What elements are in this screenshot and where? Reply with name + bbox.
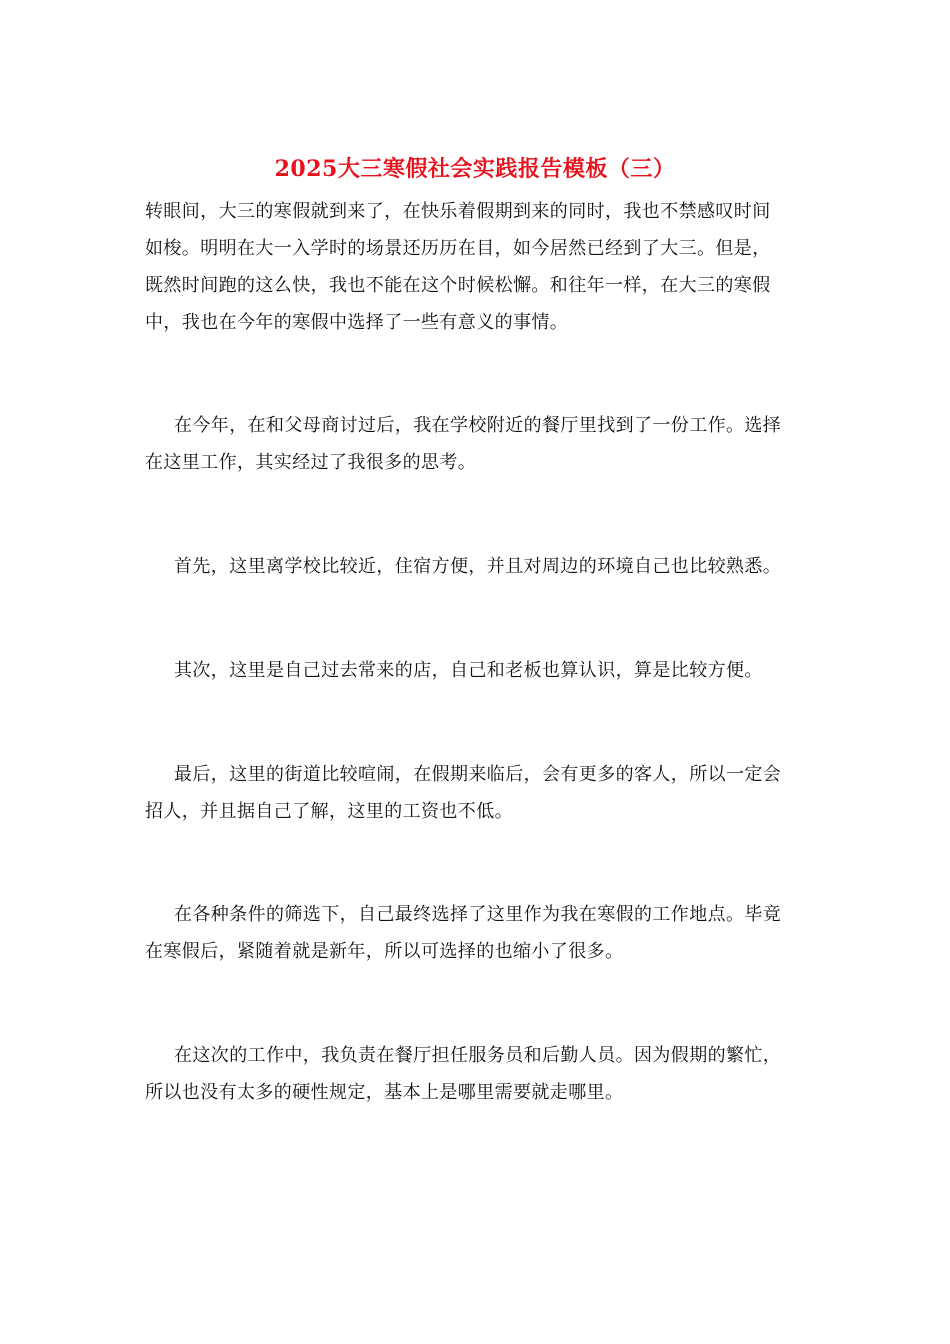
paragraph-line: 在这里工作，其实经过了我很多的思考。: [145, 452, 477, 473]
paragraph-line: 在寒假后，紧随着就是新年，所以可选择的也缩小了很多。: [145, 941, 624, 962]
paragraph-reason-last: [145, 756, 807, 830]
paragraph-line: 在这次的工作中，我负责在餐厅担任服务员和后勤人员。因为假期的繁忙，: [174, 1045, 782, 1066]
paragraph-line: 转眼间，大三的寒假就到来了，在快乐着假期到来的同时，我也不禁感叹时间: [145, 201, 771, 222]
paragraph-line: 招人，并且据自己了解，这里的工资也不低。: [145, 801, 513, 822]
paragraph-line: 其次，这里是自己过去常来的店，自己和老板也算认识，算是比较方便。: [174, 660, 763, 681]
paragraph-job-duties: [145, 1037, 807, 1111]
paragraph-line: 最后，这里的街道比较喧闹，在假期来临后，会有更多的客人，所以一定会: [174, 764, 782, 785]
paragraph-line: 在今年，在和父母商讨过后，我在学校附近的餐厅里找到了一份工作。选择: [174, 415, 782, 436]
paragraph-line: 首先，这里离学校比较近，住宿方便，并且对周边的环境自己也比较熟悉。: [174, 556, 782, 577]
paragraph-line: 中，我也在今年的寒假中选择了一些有意义的事情。: [145, 312, 569, 333]
paragraph-line: 所以也没有太多的硬性规定，基本上是哪里需要就走哪里。: [145, 1082, 624, 1103]
paragraph-intro: [145, 193, 807, 341]
paragraph-reason-first: [145, 548, 807, 585]
paragraph-reason-second: [145, 652, 807, 689]
paragraph-job-choice: [145, 407, 807, 481]
paragraph-line: 既然时间跑的这么快，我也不能在这个时候松懈。和往年一样，在大三的寒假: [145, 275, 771, 296]
paragraph-line: 如梭。明明在大一入学时的场景还历历在目，如今居然已经到了大三。但是，: [145, 238, 771, 259]
document-title: 2025大三寒假社会实践报告模板（三）: [274, 156, 676, 182]
paragraph-line: 在各种条件的筛选下，自己最终选择了这里作为我在寒假的工作地点。毕竟: [174, 904, 782, 925]
paragraph-final-decision: [145, 896, 807, 970]
